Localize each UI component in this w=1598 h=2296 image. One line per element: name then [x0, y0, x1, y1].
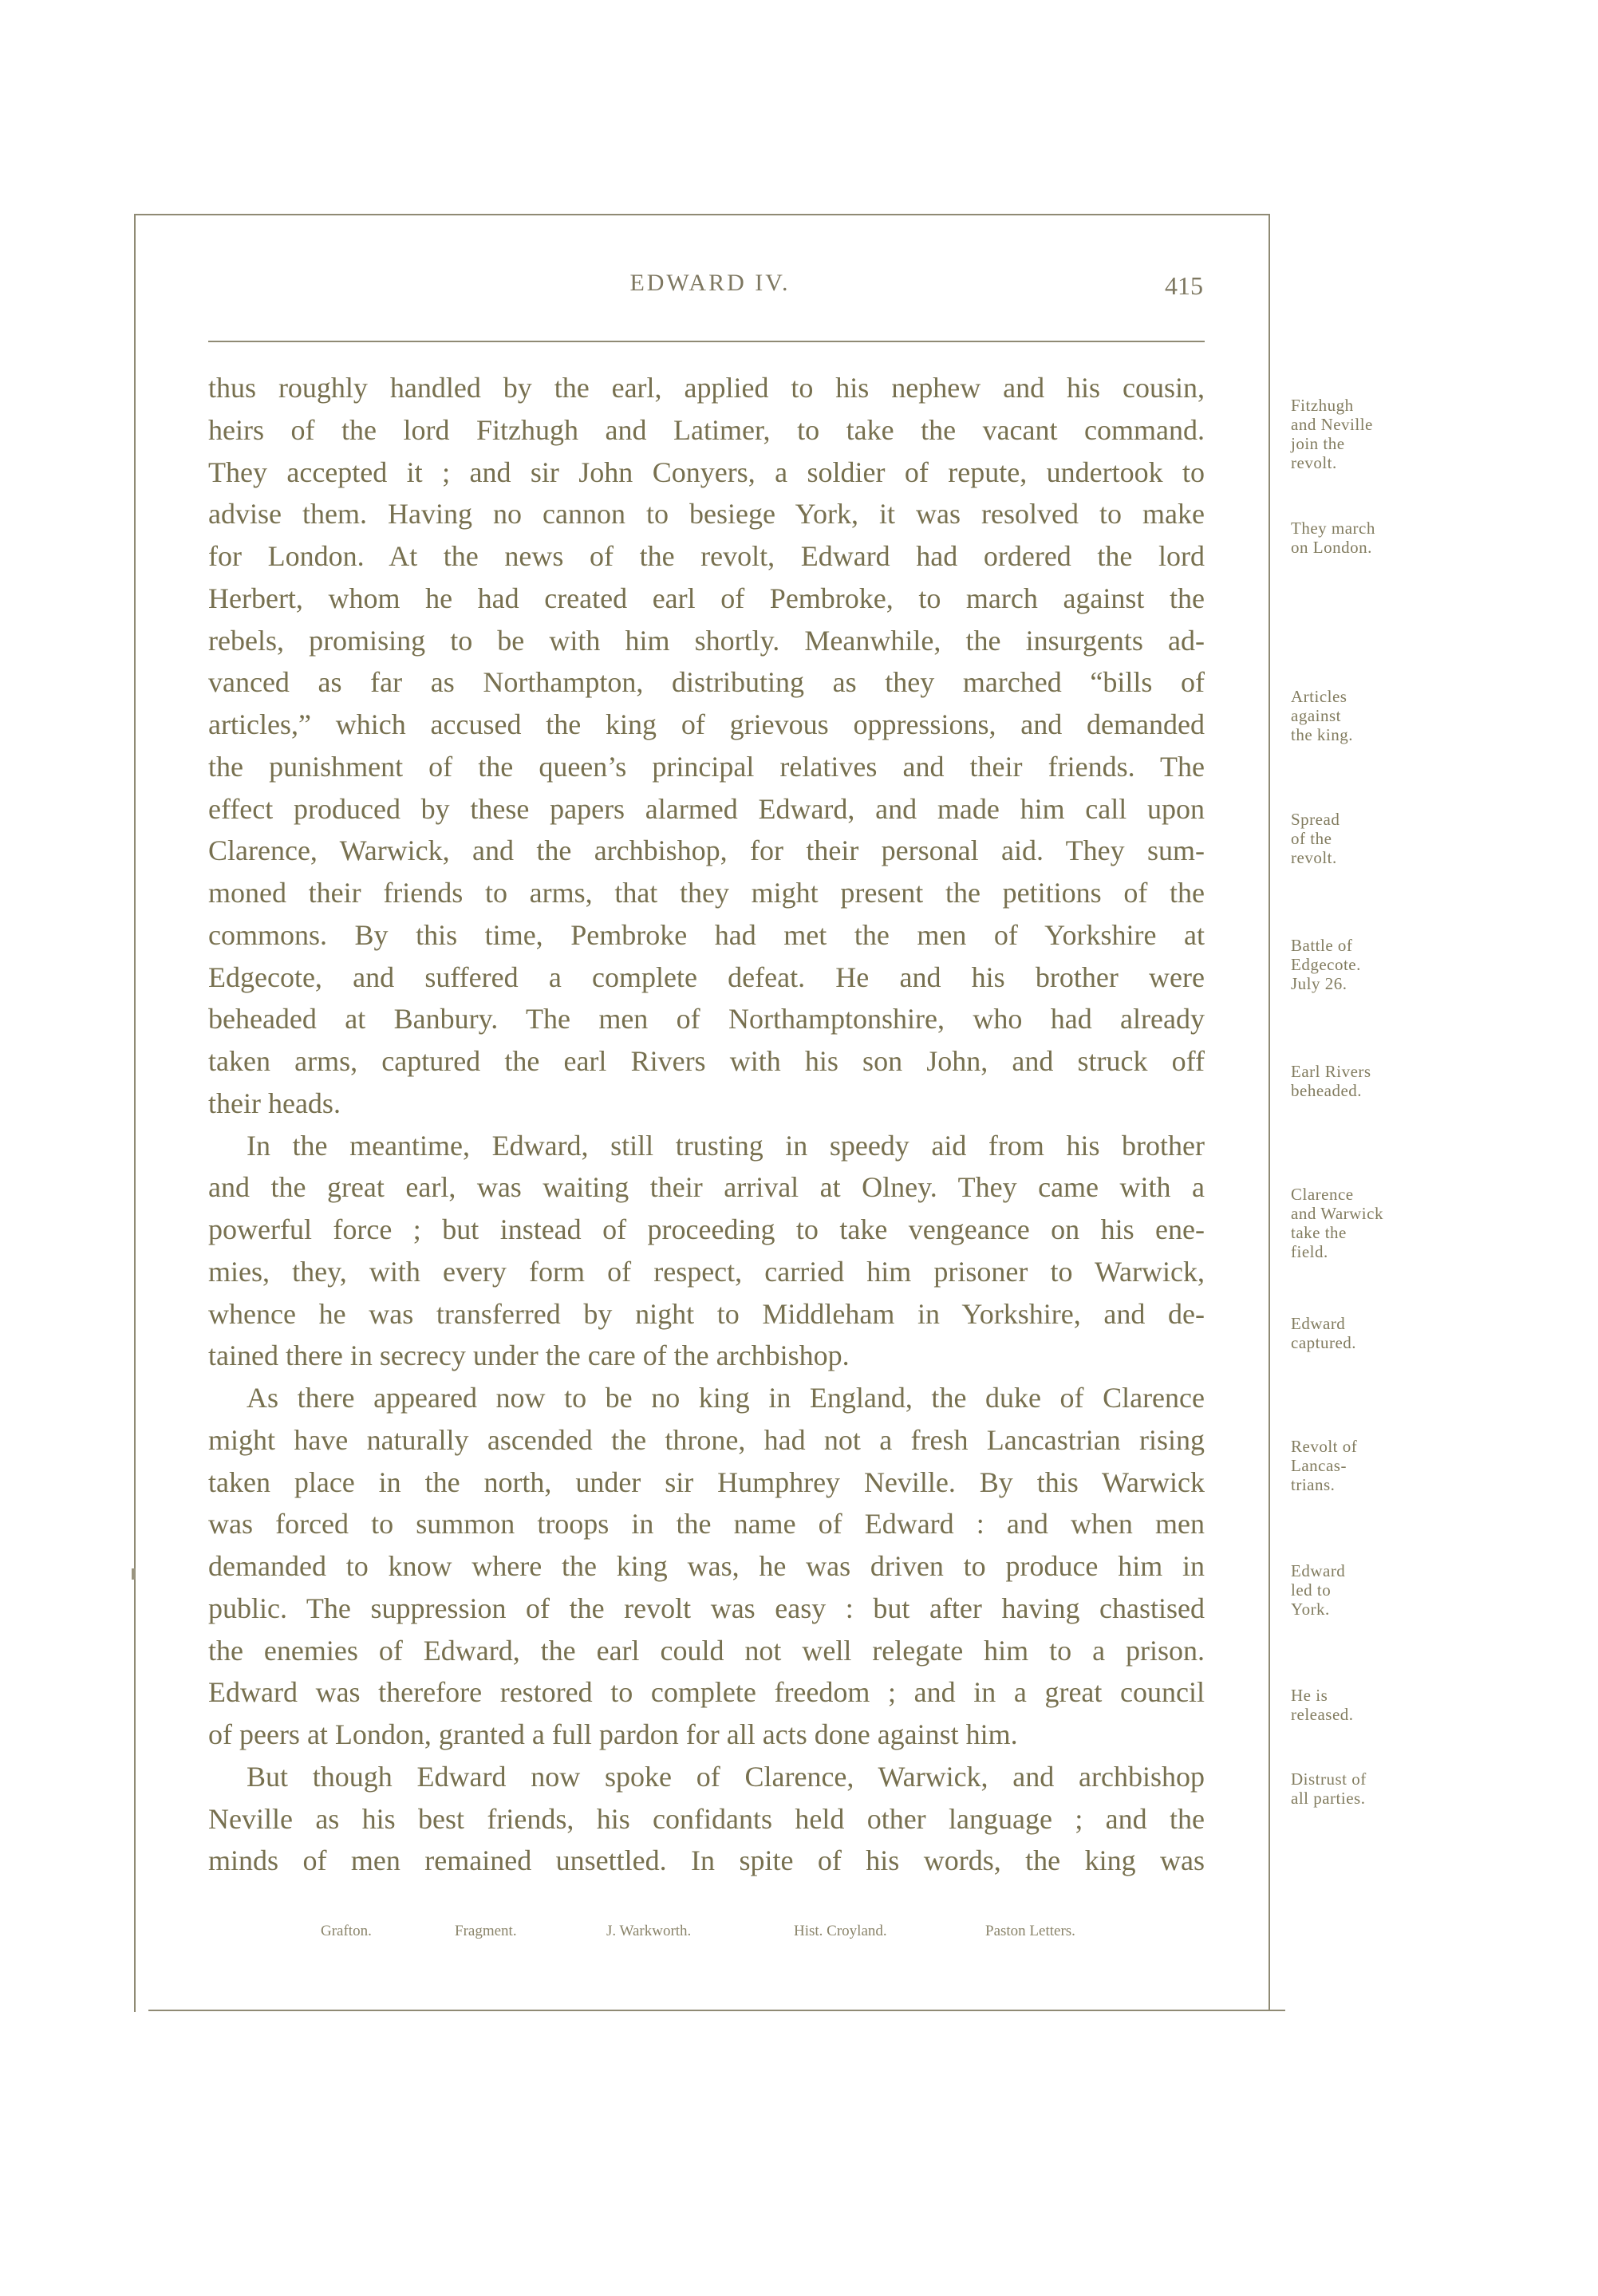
margin-note-line: released. [1291, 1705, 1354, 1724]
text-line: Clarence, Warwick, and the archbishop, for their personal aid. They sum- [208, 834, 1205, 867]
body-text [208, 367, 1205, 1882]
margin-note-line: He is [1291, 1686, 1328, 1705]
text-line: Herbert, whom he had created earl of Pembroke, to march against the [208, 582, 1205, 614]
margin-note-line: Edward [1291, 1561, 1346, 1580]
margin-note-line: revolt. [1291, 848, 1337, 867]
text-line: beheaded at Banbury. The men of Northamptonshire, who had already [208, 1003, 1205, 1036]
text-line: whence he was transferred by night to Middleham in Yorkshire, and de- [208, 1297, 1205, 1330]
margin-note-line: Articles [1291, 687, 1347, 706]
page-border-bottom [148, 2010, 1285, 2011]
footer-source: J. Warkworth. [606, 1923, 692, 1939]
footer-source: Hist. Croyland. [794, 1923, 887, 1939]
text-line: powerful force ; but instead of proceeding to take vengeance on his ene- [208, 1213, 1205, 1245]
margin-note [1291, 687, 1450, 744]
margin-note-line: Clarence [1291, 1185, 1354, 1204]
text-line: vanced as far as Northampton, distributing as they marched “bills of [208, 666, 1205, 699]
text-line: moned their friends to arms, that they might present the petitions of the [208, 877, 1205, 909]
text-line: the enemies of Edward, the earl could not well relegate him to a prison. [208, 1634, 1205, 1667]
page-border-left [134, 214, 136, 2012]
text-line: for London. At the news of the revolt, Edward had ordered the lord [208, 540, 1205, 572]
text-line: might have naturally ascended the throne, had not a fresh Lancastrian rising [208, 1423, 1205, 1456]
text-line: public. The suppression of the revolt was easy : but after having chastised [208, 1592, 1205, 1624]
margin-note-line: They march [1291, 519, 1375, 538]
margin-note [1291, 396, 1450, 472]
margin-note-line: Distrust of [1291, 1769, 1367, 1789]
margin-note-line: Spread [1291, 810, 1340, 829]
margin-note-line: Battle of [1291, 936, 1353, 955]
margin-note-line: July 26. [1291, 974, 1347, 993]
text-line: the punishment of the queen’s principal relatives and their friends. The [208, 750, 1205, 783]
text-line: commons. By this time, Pembroke had met the men of Yorkshire at [208, 918, 1205, 951]
margin-note [1291, 1561, 1450, 1619]
margin-note [1291, 1314, 1450, 1352]
margin-note-line: York. [1291, 1600, 1330, 1619]
text-line: Neville as his best friends, his confidants held other language ; and the [208, 1802, 1205, 1835]
header-rule [208, 341, 1205, 342]
running-title: EDWARD IV. [629, 270, 791, 296]
text-line: articles,” which accused the king of grievous oppressions, and demanded [208, 708, 1205, 740]
margin-note [1291, 1062, 1450, 1100]
footer-source: Grafton. [321, 1923, 372, 1939]
text-line: tained there in secrecy under the care of the archbishop. [208, 1339, 850, 1372]
text-line: thus roughly handled by the earl, applied to his nephew and his cousin, [208, 372, 1205, 404]
margin-note-line: Edgecote. [1291, 955, 1361, 974]
margin-note-line: and Neville [1291, 415, 1373, 434]
text-line: effect produced by these papers alarmed Edward, and made him call upon [208, 792, 1205, 825]
margin-note-line: Edward [1291, 1314, 1346, 1333]
margin-note [1291, 1185, 1450, 1261]
text-line: They accepted it ; and sir John Conyers, a soldier of repute, undertook to [208, 456, 1205, 488]
text-line: Edward was therefore restored to complete freedom ; and in a great council [208, 1676, 1205, 1709]
text-line: and the great earl, was waiting their arrival at Olney. They came with a [208, 1171, 1205, 1204]
text-line: In the meantime, Edward, still trusting in speedy aid from his brother [247, 1129, 1205, 1162]
margin-note-line: captured. [1291, 1333, 1357, 1352]
margin-note-line: Lancas- [1291, 1456, 1347, 1475]
margin-note-line: all parties. [1291, 1789, 1366, 1808]
text-line: As there appeared now to be no king in England, the duke of Clarence [247, 1382, 1205, 1414]
text-line: mies, they, with every form of respect, carried him prisoner to Warwick, [208, 1255, 1205, 1288]
text-line: taken arms, captured the earl Rivers with his son John, and struck off [208, 1045, 1205, 1077]
margin-note-line: take the [1291, 1223, 1347, 1242]
page-border-right [1269, 214, 1270, 2010]
footer-source: Paston Letters. [985, 1923, 1075, 1939]
text-line: demanded to know where the king was, he was driven to produce him in [208, 1550, 1205, 1582]
margin-note-line: field. [1291, 1242, 1328, 1261]
footer-source: Fragment. [455, 1923, 517, 1939]
margin-note-line: beheaded. [1291, 1081, 1363, 1100]
text-line: of peers at London, granted a full pardon for all acts done against him. [208, 1718, 1018, 1750]
page-border-top [135, 214, 1269, 215]
text-line: was forced to summon troops in the name of Edward : and when men [208, 1508, 1205, 1541]
text-line: rebels, promising to be with him shortly. Meanwhile, the insurgents ad- [208, 624, 1205, 657]
margin-note [1291, 1437, 1450, 1494]
margin-note-line: Earl Rivers [1291, 1062, 1371, 1081]
margin-note [1291, 810, 1450, 867]
text-line: taken place in the north, under sir Humphrey Neville. By this Warwick [208, 1466, 1205, 1498]
scan-mark [132, 1568, 136, 1580]
margin-note-line: on London. [1291, 538, 1372, 557]
margin-note-line: trians. [1291, 1475, 1336, 1494]
margin-note-line: Revolt of [1291, 1437, 1358, 1456]
margin-note-line: join the [1291, 434, 1345, 453]
text-line: heirs of the lord Fitzhugh and Latimer, to take the vacant command. [208, 413, 1205, 446]
margin-note [1291, 936, 1450, 993]
text-line: minds of men remained unsettled. In spite of his words, the king was [208, 1844, 1205, 1877]
margin-note [1291, 519, 1450, 557]
margin-note [1291, 1686, 1450, 1724]
text-line: their heads. [208, 1087, 341, 1119]
text-line: advise them. Having no cannon to besiege York, it was resolved to make [208, 498, 1205, 531]
margin-note-line: and Warwick [1291, 1204, 1383, 1223]
text-line: But though Edward now spoke of Clarence, Warwick, and archbishop [247, 1760, 1205, 1793]
margin-note [1291, 1769, 1450, 1808]
margin-note-line: led to [1291, 1580, 1332, 1600]
margin-note-line: the king. [1291, 725, 1353, 744]
margin-note-line: against [1291, 706, 1341, 725]
page-number: 415 [1165, 271, 1203, 300]
margin-note-line: revolt. [1291, 453, 1337, 472]
margin-note-line: Fitzhugh [1291, 396, 1354, 415]
text-line: Edgecote, and suffered a complete defeat. He and his brother were [208, 961, 1205, 993]
margin-note-line: of the [1291, 829, 1332, 848]
